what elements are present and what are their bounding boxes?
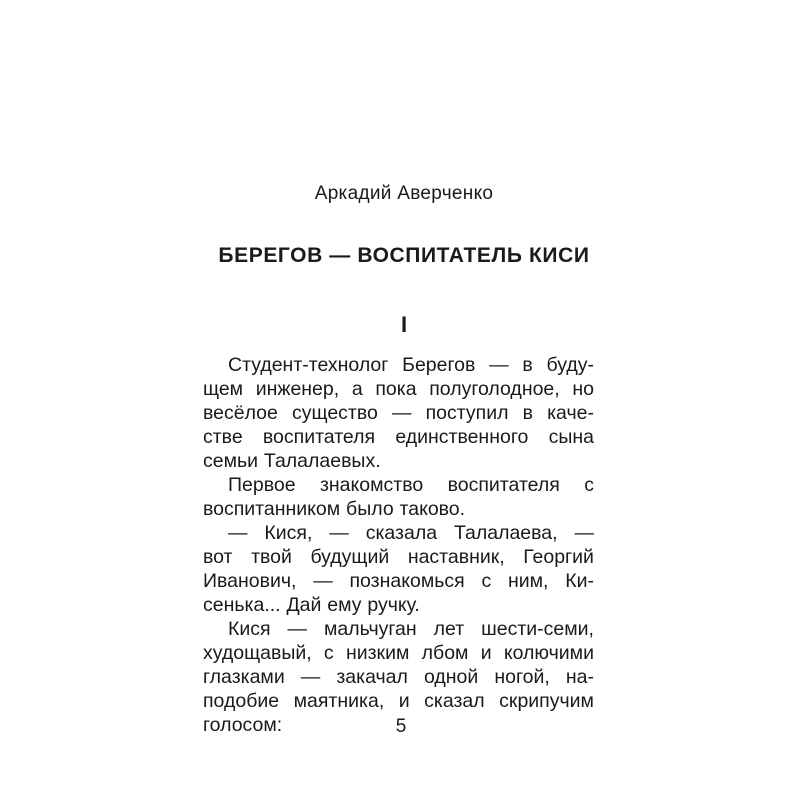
text-line	[203, 449, 594, 473]
word: голосом:	[203, 714, 283, 736]
word: скрипучим	[499, 690, 594, 712]
text-line	[203, 569, 594, 593]
word: сына	[548, 426, 594, 448]
word: колючими	[503, 642, 594, 664]
word: инженер,	[255, 378, 340, 400]
word: —	[313, 570, 333, 592]
word: а	[351, 378, 363, 400]
text-line	[203, 593, 594, 617]
word: Талалаевых.	[263, 450, 381, 472]
word: ручку.	[367, 594, 420, 616]
word: Кися	[228, 618, 271, 640]
text-line	[203, 353, 594, 377]
word: но	[572, 378, 594, 400]
word: полуголодное,	[429, 378, 560, 400]
word: щем	[203, 378, 244, 400]
body-text	[203, 353, 594, 737]
word: —	[300, 666, 321, 688]
word: —	[329, 522, 349, 544]
word: ногой,	[494, 666, 550, 688]
word: —	[391, 402, 412, 424]
text-line	[203, 689, 594, 713]
word: весёлое	[203, 402, 278, 424]
word: —	[489, 354, 509, 376]
word: с	[481, 570, 492, 592]
word: познакомься	[349, 570, 465, 592]
page-number: 5	[395, 716, 407, 737]
word: твой	[251, 546, 292, 568]
word: маятника,	[293, 690, 385, 712]
text-line	[203, 473, 594, 497]
word: воспитанником	[203, 498, 341, 520]
word: Георгий	[523, 546, 594, 568]
word: вот	[203, 546, 233, 568]
author-name: Аркадий Аверченко	[314, 183, 494, 204]
text-line	[203, 521, 594, 545]
word: семьи	[203, 450, 259, 472]
word: пока	[375, 378, 417, 400]
word: единственного	[395, 426, 529, 448]
word: и	[480, 642, 492, 664]
word: Иванович,	[203, 570, 297, 592]
word: Талалаева,	[453, 522, 558, 544]
text-line	[203, 377, 594, 401]
word: лет	[433, 618, 465, 640]
word: ним,	[507, 570, 549, 592]
word: Ки-	[565, 570, 594, 592]
word: подобие	[203, 690, 280, 712]
word: каче-	[547, 402, 594, 424]
word: Берегов	[402, 354, 476, 376]
word: низким	[345, 642, 410, 664]
word: поступил	[425, 402, 509, 424]
chapter-number: I	[400, 312, 408, 337]
word: таково.	[399, 498, 466, 520]
text-line	[203, 545, 594, 569]
word: —	[574, 522, 594, 544]
word: с	[323, 642, 334, 664]
word: Первое	[228, 474, 296, 496]
word: стве	[203, 426, 243, 448]
word: одной	[423, 666, 479, 688]
word: существо	[292, 402, 378, 424]
text-line	[203, 401, 594, 425]
word: и	[398, 690, 410, 712]
word: шести-семи,	[481, 618, 594, 640]
text-line	[203, 617, 594, 641]
word: было	[346, 498, 394, 520]
word: в	[522, 354, 533, 376]
word: сказала	[365, 522, 438, 544]
word: Студент-технолог	[228, 354, 389, 376]
word: глазками	[203, 666, 285, 688]
word: буду-	[546, 354, 594, 376]
word: будущий	[310, 546, 390, 568]
word: Дай	[286, 594, 322, 616]
word: мальчуган	[323, 618, 417, 640]
word: наставник,	[407, 546, 505, 568]
text-line	[203, 497, 594, 521]
word: лбом	[421, 642, 469, 664]
word: худощавый,	[203, 642, 312, 664]
word: воспитателя	[262, 426, 376, 448]
word: сказал	[424, 690, 485, 712]
word: ему	[327, 594, 362, 616]
word: —	[228, 522, 248, 544]
word: на-	[565, 666, 594, 688]
story-title: БЕРЕГОВ — ВОСПИТАТЕЛЬ КИСИ	[218, 244, 590, 267]
word: —	[287, 618, 308, 640]
word: с	[584, 474, 594, 496]
text-line	[203, 641, 594, 665]
word: воспитателя	[447, 474, 560, 496]
text-line	[203, 665, 594, 689]
text-line	[203, 425, 594, 449]
word: сенька...	[203, 594, 281, 616]
word: в	[522, 402, 533, 424]
word: Кися,	[264, 522, 313, 544]
word: знакомство	[319, 474, 424, 496]
word: закачал	[336, 666, 408, 688]
